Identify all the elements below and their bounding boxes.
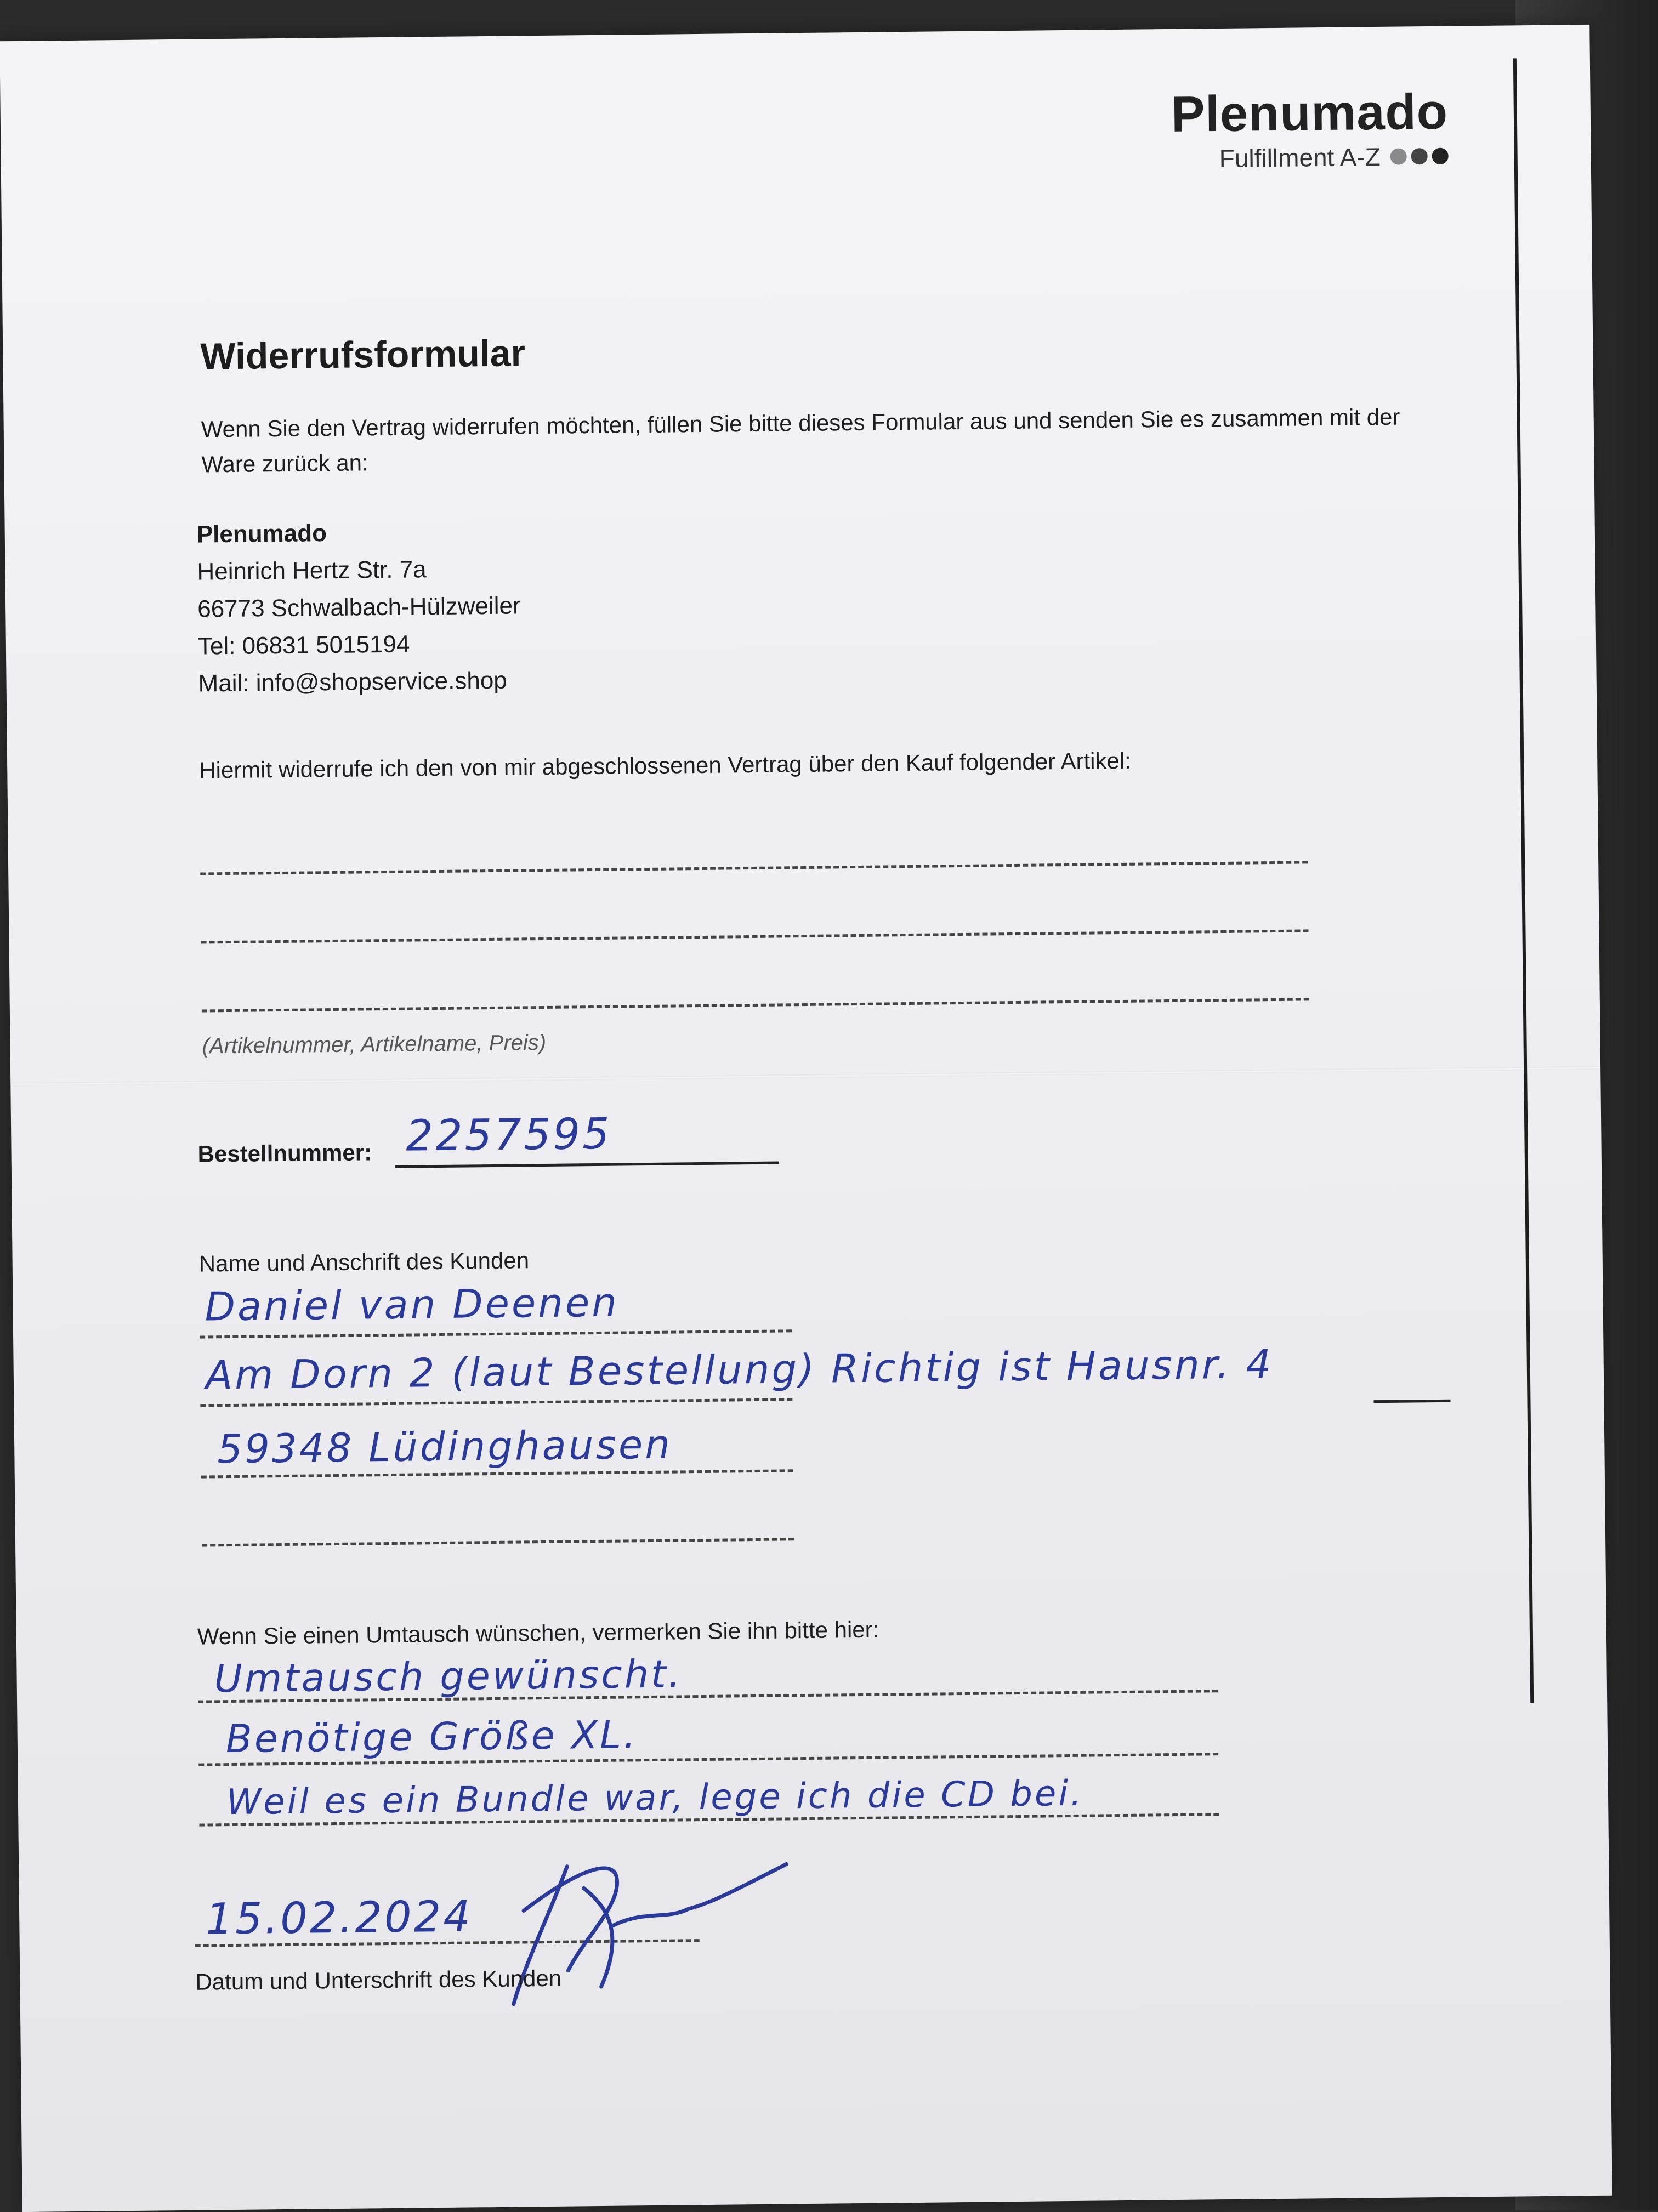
margin-line — [1513, 58, 1534, 1703]
article-hint: (Artikelnummer, Artikelname, Preis) — [202, 1030, 547, 1059]
company-logo — [1171, 83, 1449, 174]
article-line-1[interactable] — [200, 861, 1308, 875]
address-name: Plenumado — [196, 520, 327, 548]
logo-tagline-row — [1172, 141, 1449, 174]
paper-fold — [10, 1066, 1600, 1086]
address-street: Heinrich Hertz Str. 7a — [197, 556, 427, 585]
exchange-line-1-text: Umtausch gewünscht. — [214, 1651, 683, 1702]
withdrawal-form-sheet — [0, 25, 1612, 2212]
customer-name: Daniel van Deenen — [205, 1279, 620, 1330]
address-mail: Mail: info@shopservice.shop — [198, 667, 508, 697]
withdrawal-statement: Hiermit widerrufe ich den von mir abgeschlossenen Vertrag über den Kauf folgender Artikel: — [199, 747, 1132, 783]
order-number-label: Bestellnummer: — [197, 1139, 372, 1167]
order-number-field[interactable] — [395, 1162, 779, 1168]
address-phone: Tel: 06831 5015194 — [197, 630, 410, 660]
logo-tagline: Fulfillment A-Z — [1219, 142, 1381, 173]
exchange-line-3-text: Weil es ein Bundle war, lege ich die CD bei. — [226, 1773, 1084, 1823]
dots-icon — [1390, 148, 1449, 165]
page-title: Widerrufsformular — [200, 332, 526, 378]
logo-brand: Plenumado — [1171, 83, 1449, 143]
customer-street: Am Dorn 2 (laut Bestellung) Richtig ist Hausnr. 4 — [205, 1341, 1274, 1398]
return-address — [196, 513, 521, 702]
signature-label: Datum und Unterschrift des Kunden — [195, 1965, 562, 1995]
house-number-underline — [1373, 1400, 1450, 1403]
intro-text: Wenn Sie den Vertrag widerrufen möchten, füllen Sie bitte dieses Formular aus und senden Sie es zusammen mit der Ware zurück an: — [201, 403, 1400, 477]
customer-line-2[interactable] — [200, 1398, 792, 1407]
customer-city: 59348 Lüdinghausen — [217, 1421, 673, 1472]
order-number-value: 2257595 — [405, 1109, 612, 1161]
signature-date: 15.02.2024 — [205, 1892, 473, 1944]
article-line-3[interactable] — [202, 998, 1309, 1012]
address-city: 66773 Schwalbach-Hülzweiler — [197, 592, 521, 623]
exchange-label: Wenn Sie einen Umtausch wünschen, vermerken Sie ihn bitte hier: — [197, 1616, 879, 1650]
exchange-line-2-text: Benötige Größe XL. — [225, 1712, 638, 1762]
customer-label: Name und Anschrift des Kunden — [198, 1247, 530, 1277]
article-line-2[interactable] — [201, 929, 1309, 943]
customer-line-4[interactable] — [202, 1538, 794, 1546]
customer-line-1[interactable] — [200, 1329, 792, 1338]
